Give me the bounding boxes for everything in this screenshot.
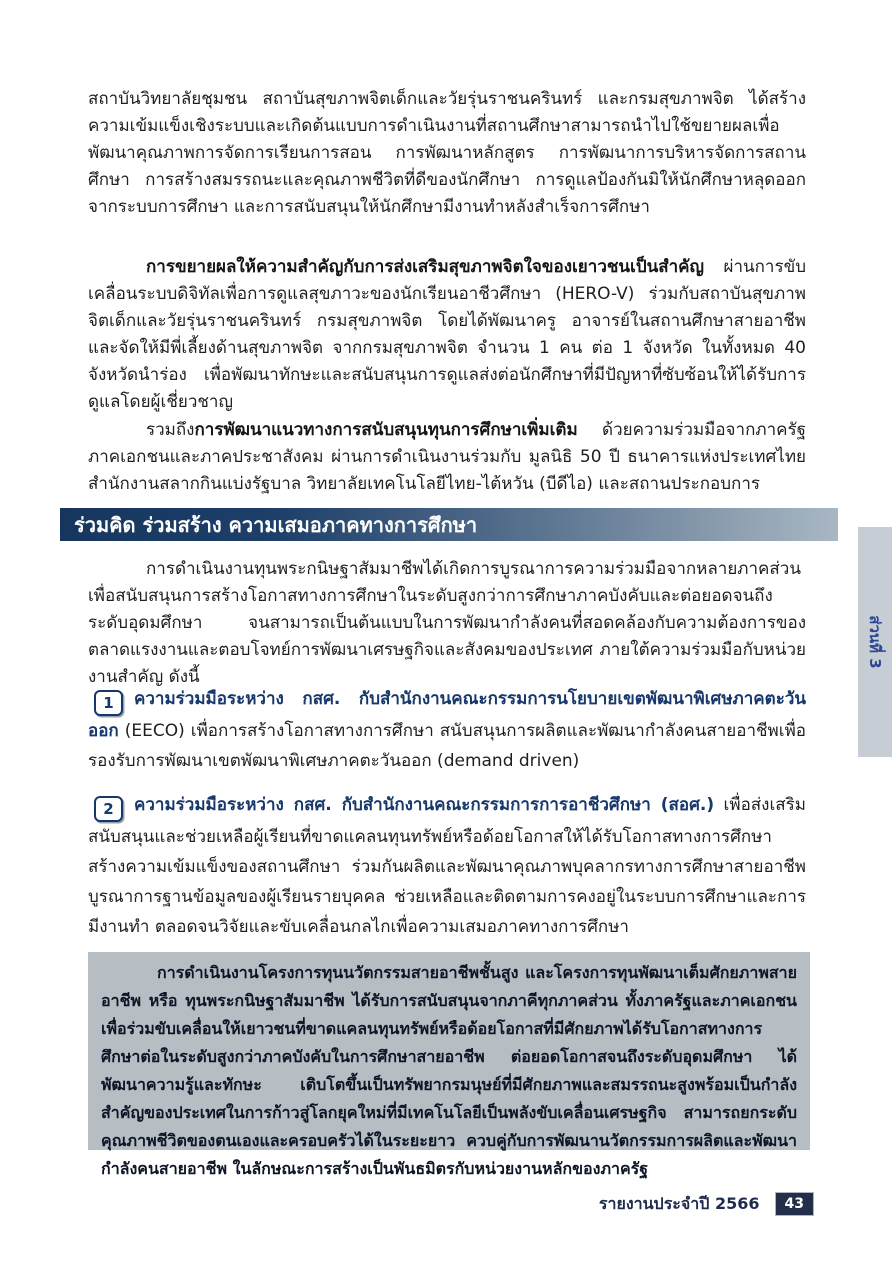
section-heading-title: ร่วมคิด ร่วมสร้าง ความเสมอภาคทางการศึกษา	[74, 512, 478, 537]
footer-report-label: รายงานประจำปี 2566	[598, 1194, 760, 1213]
item-2-number-badge: 2	[94, 796, 123, 822]
item-1-bold-text: ความร่วมมือระหว่าง กสศ. กับสำนักงานคณะกรรมการนโยบายเขตพัฒนาพิเศษภาคตะวันออก	[88, 689, 806, 741]
paragraph-scholarship	[88, 417, 806, 498]
paragraph-scholarship-rest: ด้วยความร่วมมือจากภาครัฐ ภาคเอกชนและภาคประชาสังคม ผ่านการดำเนินงานร่วมกับ มูลนิธิ 50 ปี ธนาคารแห่งประเทศไทย สำนักงานสลากกินแบ่งรัฐบาล วิทยาลัยเทคโนโลยีไทย-ไต้หวัน (บีดีไอ) และสถานประกอบการ	[88, 420, 806, 494]
item-1-number-badge: 1	[94, 690, 123, 716]
paragraph-hero-v-bold-lead: การขยายผลให้ความสำคัญกับการส่งเสริมสุขภาพจิตใจของเยาวชนเป็นสำคัญ	[146, 257, 705, 277]
side-tab-part-3	[858, 527, 892, 757]
side-tab-label: ส่วนที่ 3	[866, 615, 884, 669]
highlight-box	[88, 952, 810, 1178]
highlight-box-text: การดำเนินงานโครงการทุนนวัตกรรมสายอาชีพชั้นสูง และโครงการทุนพัฒนาเต็มศักยภาพสายอาชีพ หรือ ทุนพระกนิษฐาสัมมาชีพ ได้รับการสนับสนุนจากภาคีทุกภาคส่วน ทั้งภาครัฐและภาคเอกชน เพื่อร่วมขับเคลื่อนให้เยาวชนที่ขาดแคลนทุนทรัพย์หรือด้อยโอกาสที่มีศักยภาพได้รับโอกาสทางการศึกษาต่อในระดับสูงกว่าภาคบังคับในการศึกษาสายอาชีพ ต่อยอดโอกาสจนถึงระดับอุดมศึกษา ได้พัฒนาความรู้และทักษะ เติบโตขึ้นเป็นทรัพยากรมนุษย์ที่มีศักยภาพและสมรรถนะสูงพร้อมเป็นกำลังสำคัญของประเทศในการก้าวสู่โลกยุคใหม่ที่มีเทคโนโลยีเป็นพลังขับเคลื่อนเศรษฐกิจ สามารถยกระดับคุณภาพชีวิตของตนเองและครอบครัวได้ในระยะยาว ควบคู่กับการพัฒนานวัตกรรมการผลิตและพัฒนากำลังคนสายอาชีพ ในลักษณะการสร้างเป็นพันธมิตรกับหน่วยงานหลักของภาครัฐ	[101, 963, 797, 1178]
footer-page-number-badge: 43	[775, 1192, 814, 1216]
paragraph-scholarship-bold: การพัฒนาแนวทางการสนับสนุนทุนการศึกษาเพิ่มเติม	[194, 420, 578, 440]
list-item-2	[88, 790, 806, 942]
paragraph-section-intro: การดำเนินงานทุนพระกนิษฐาสัมมาชีพได้เกิดการบูรณาการความร่วมมือจากหลายภาคส่วน เพื่อสนับสนุนการสร้างโอกาสทางการศึกษาในระดับสูงกว่าการศึกษาภาคบังคับและต่อยอดจนถึงระดับอุดมศึกษา จนสามารถเป็นต้นแบบในการพัฒนากำลังคนที่สอดคล้องกับความต้องการของตลาดแรงงานและตอบโจทย์การพัฒนาเศรษฐกิจและสังคมของประเทศ ภายใต้ความร่วมมือกับหน่วยงานสำคัญ ดังนี้	[88, 559, 806, 687]
paragraph-scholarship-lead: รวมถึง	[146, 420, 195, 440]
item-1-rest-text: (EECO) เพื่อการสร้างโอกาสทางการศึกษา สนับสนุนการผลิตและพัฒนากำลังคนสายอาชีพเพื่อรองรับการพัฒนาเขตพัฒนาพิเศษภาคตะวันออก (demand driven)	[88, 721, 806, 771]
item-2-rest-text: เพื่อส่งเสริมสนับสนุนและช่วยเหลือผู้เรียนที่ขาดแคลนทุนทรัพย์หรือด้อยโอกาสให้ได้รับโอกาสทางการศึกษา สร้างความเข้มแข็งของสถานศึกษา ร่วมกันผลิตและพัฒนาคุณภาพบุคลากรทางการศึกษาสายอาชีพ บูรณาการฐานข้อมูลของผู้เรียนรายบุคคล ช่วยเหลือและติดตามการคงอยู่ในระบบการศึกษาและการมีงานทำ ตลอดจนวิจัยและขับเคลื่อนกลไกเพื่อความเสมอภาคทางการศึกษา	[88, 795, 806, 937]
section-heading-bar	[60, 508, 838, 541]
item-2-bold-text: ความร่วมมือระหว่าง กสศ. กับสำนักงานคณะกรรมการการอาชีวศึกษา (สอศ.)	[134, 795, 715, 815]
list-item-1	[88, 684, 806, 776]
paragraph-hero-v-rest: ผ่านการขับเคลื่อนระบบดิจิทัลเพื่อการดูแลสุขภาวะของนักเรียนอาชีวศึกษา (HERO-V) ร่วมกับสถาบันสุขภาพจิตเด็กและวัยรุ่นราชนครินทร์ กรมสุขภาพจิต โดยได้พัฒนาครู อาจารย์ในสถานศึกษาสายอาชีพ และจัดให้มีพี่เลี้ยงด้านสุขภาพจิต จากกรมสุขภาพจิต จำนวน 1 คน ต่อ 1 จังหวัด ในทั้งหมด 40 จังหวัดนำร่อง เพื่อพัฒนาทักษะและสนับสนุนการดูแลส่งต่อนักศึกษาที่มีปัญหาที่ซับซ้อนให้ได้รับการดูแลโดยผู้เชี่ยวชาญ	[88, 257, 806, 412]
paragraph-continuation: สถาบันวิทยาลัยชุมชน สถาบันสุขภาพจิตเด็กและวัยรุ่นราชนครินทร์ และกรมสุขภาพจิต ได้สร้างความเข้มแข็งเชิงระบบและเกิดต้นแบบการดำเนินงานที่สถานศึกษาสามารถนำไปใช้ขยายผลเพื่อพัฒนาคุณภาพการจัดการเรียนการสอน การพัฒนาหลักสูตร การพัฒนาการบริหารจัดการสถานศึกษา การสร้างสมรรถนะและคุณภาพชีวิตที่ดีของนักศึกษา การดูแลป้องกันมิให้นักศึกษาหลุดออกจากระบบการศึกษา และการสนับสนุนให้นักศึกษามีงานทำหลังสำเร็จการศึกษา	[88, 89, 806, 217]
footer	[599, 1192, 814, 1216]
paragraph-hero-v	[88, 254, 806, 416]
